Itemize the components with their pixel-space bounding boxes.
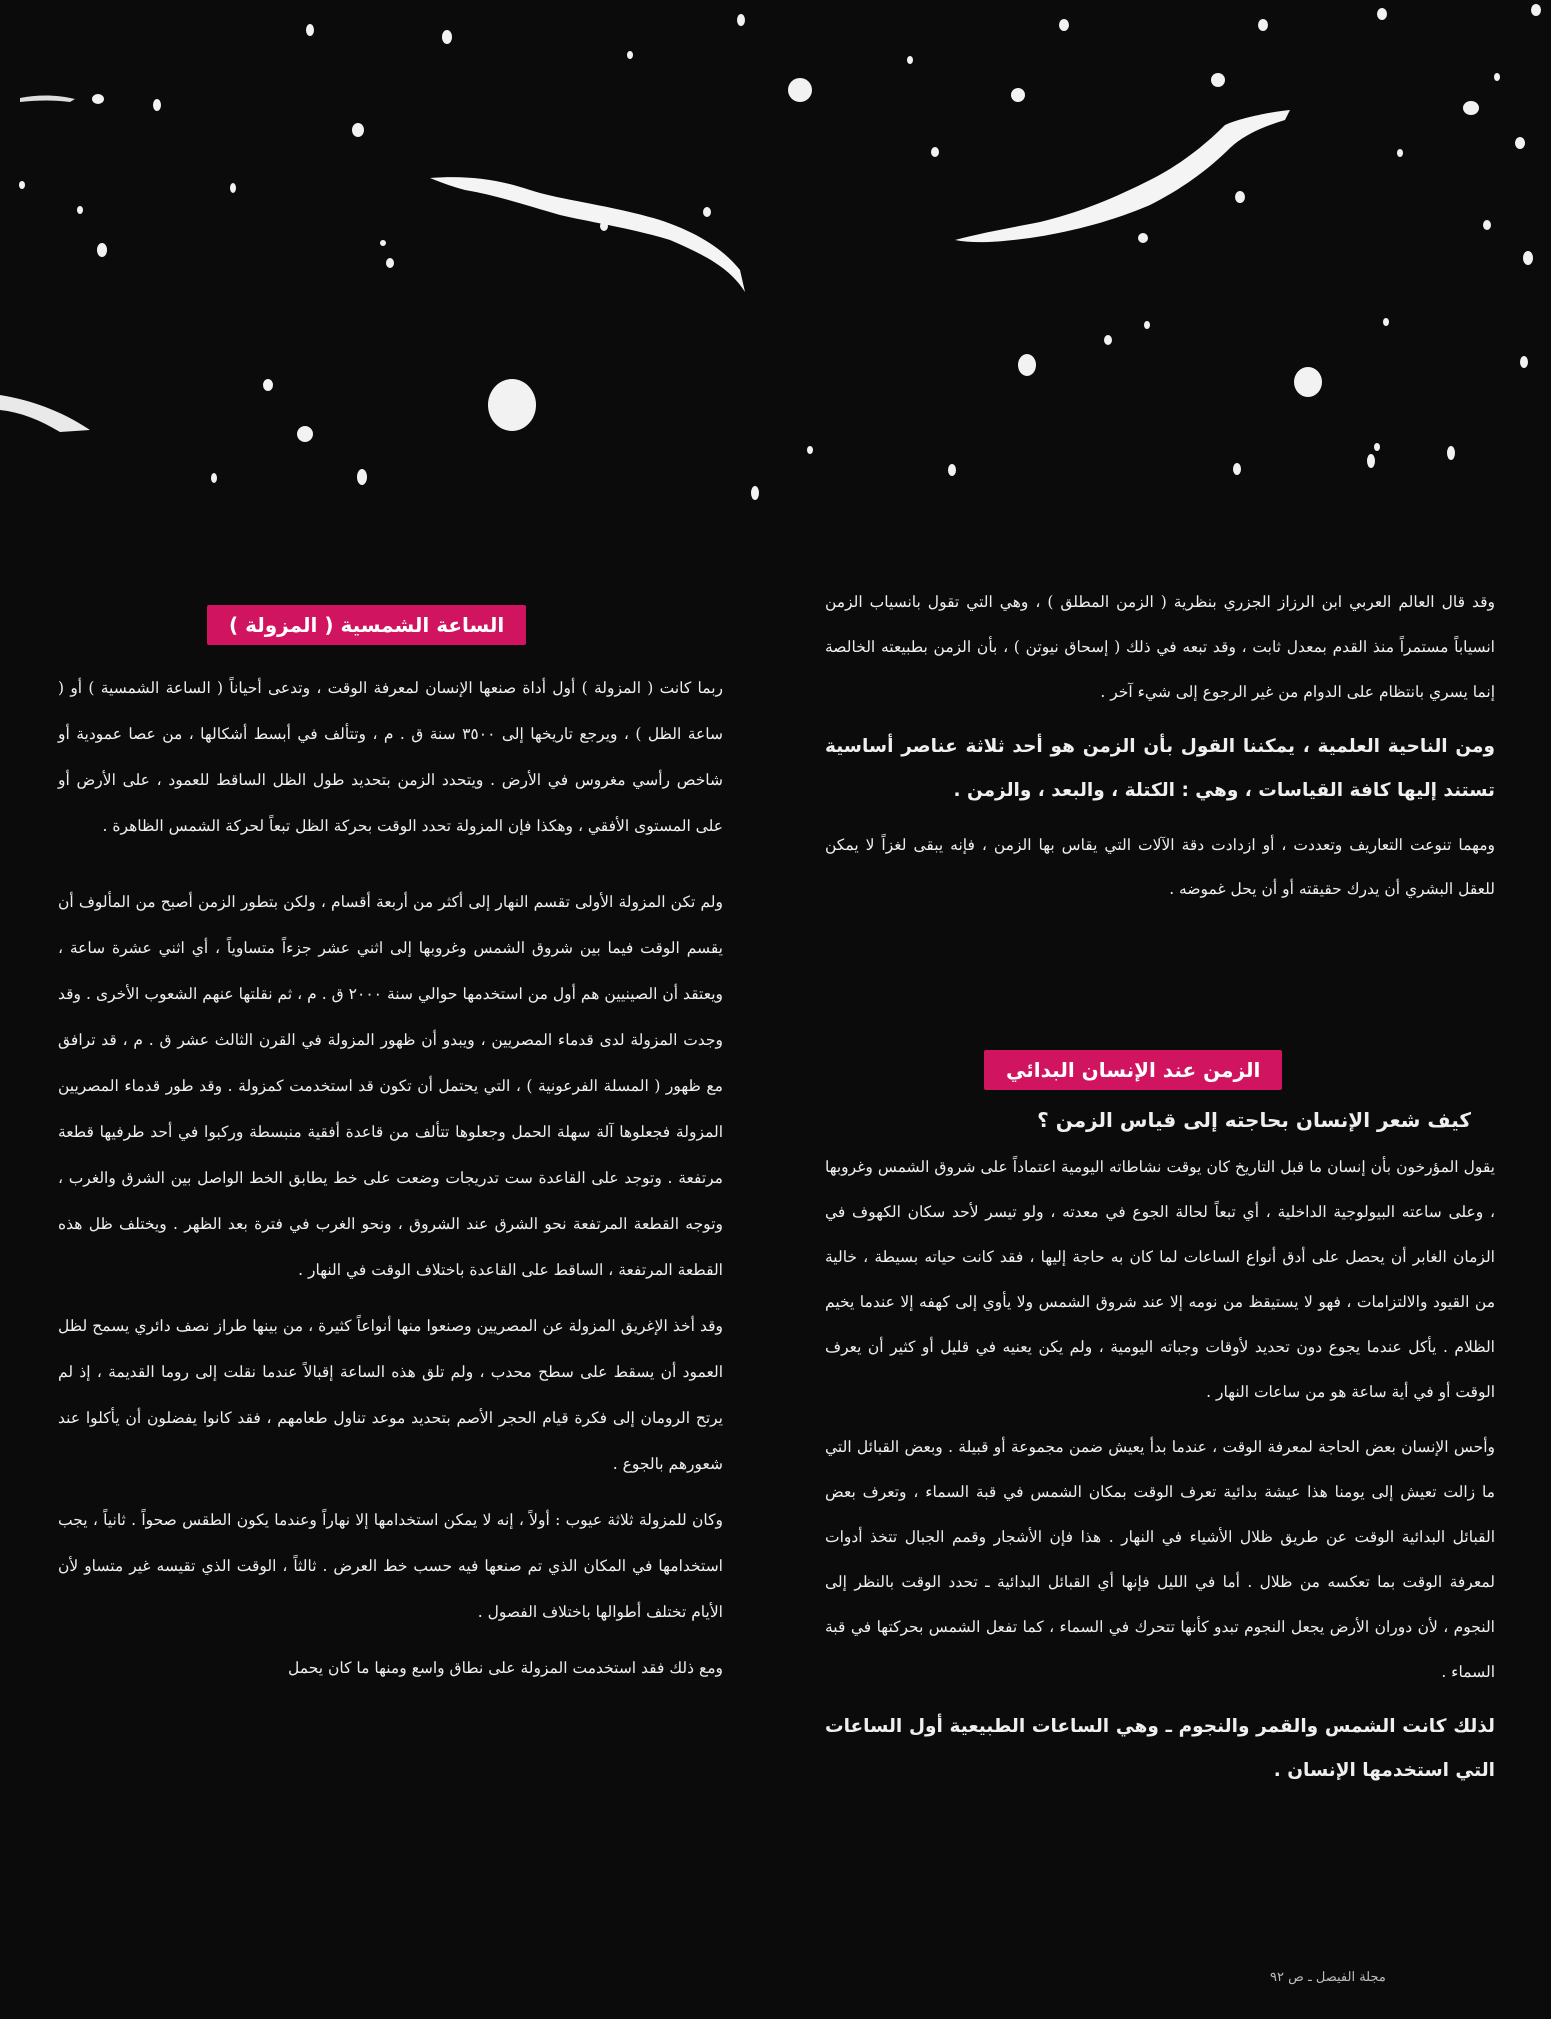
paragraph-prehistoric-man: يقول المؤرخون بأن إنسان ما قبل التاريخ كان يوقت نشاطاته اليومية اعتماداً على شروق الشمس وغروبها ، وعلى ساعته البيولوجية الداخلية ، أي تبعاً لحالة الجوع في معدته ، ولو تيسر لأحد سكان الكهوف في الزمان الغابر أن يحصل على أدق أنواع الساعات لما كان به حاجة إليها ، فقد كانت حياته بسيطة ، خالية من القيود والالتزامات ، فهو لا يستيقظ من نومه إلا عند شروق الشمس ولا يأوي إلى كهفه إلا عندما يخيم الظلام . يأكل عندما يجوع دون تحديد لأوقات وجباته اليومية ، ولم يكن يعنيه في قليل أو كثير أن يعرف الوقت أو في أية ساعة هو من ساعات النهار .: [825, 1158, 1495, 1401]
paragraph-sundial-intro: ربما كانت ( المزولة ) أول أداة صنعها الإنسان لمعرفة الوقت ، وتدعى أحياناً ( الساعة الشمسية ) أو ( ساعة الظل ) ، ويرجع تاريخها إلى ٣٥٠٠ سنة ق . م ، وتتألف في أبسط أشكالها ، من عصا عمودية أو شاخص رأسي مغروس في الأرض . ويتحدد الزمن بتحديد طول الظل الساقط للعمود ، على الأرض أو على المستوى الأفقي ، وهكذا فإن المزولة تحدد الوقت بحركة الظل تبعاً لحركة الشمس الظاهرة .: [58, 679, 723, 835]
paragraph-scientific-view: ومن الناحية العلمية ، يمكننا القول بأن الزمن هو أحد ثلاثة عناصر أساسية تستند إليها كافة القياسات ، وهي : الكتلة ، والبعد ، والزمن .: [825, 736, 1495, 801]
paragraph-sundial-flaws: وكان للمزولة ثلاثة عيوب : أولاً ، إنه لا يمكن استخدامها إلا نهاراً وعندما يكون الطقس صحواً . ثانياً ، يجب استخدامها في المكان الذي تم صنعها فيه حسب خط العرض . ثالثاً ، الوقت الذي تقيسه غير متساو لأن الأيام تختلف أطوالها باختلاف الفصول .: [58, 1511, 723, 1621]
right-column-section-body: [825, 1145, 1495, 1803]
paragraph-sundial-history: ولم تكن المزولة الأولى تقسم النهار إلى أكثر من أربعة أقسام ، ولكن بتطور الزمن أصبح من المألوف أن يقسم الوقت فيما بين شروق الشمس وغروبها إلى اثني عشر جزءاً متساوياً ، أي اثني عشرة ساعة ، ويعتقد أن الصينيين هم أول من استخدمها حوالي سنة ٢٠٠٠ ق . م ، ثم نقلتها عنهم الشعوب الأخرى . وقد وجدت المزولة لدى قدماء المصريين ، ويبدو أن ظهور المزولة في القرن الثالث عشر ق . م ، قد ترافق مع ظهور ( المسلة الفرعونية ) ، التي يحتمل أن تكون قد استخدمت كمزولة . وقد طور قدماء المصريين المزولة فجعلوها آلة سهلة الحمل وجعلوها تتألف من قاعدة أفقية منبسطة وركبوا في أحد طرفيها قطعة مرتفعة . وتوجد على القاعدة ست تدريجات وضعت على خط يطابق الخط الواصل بين الشرق والغرب ، وتوجه القطعة المرتفعة نحو الشرق عند الشروق ، ونحو الغرب في فترة بعد الظهر . ويختلف ظل هذه القطعة المرتفعة ، الساقط على القاعدة باختلاف الوقت في النهار .: [58, 893, 723, 1279]
paragraph-sundial-continued: ومع ذلك فقد استخدمت المزولة على نطاق واسع ومنها ما كان يحمل: [288, 1659, 723, 1677]
paragraph-greeks-romans: وقد أخذ الإغريق المزولة عن المصريين وصنعوا منها أنواعاً كثيرة ، من بينها طراز نصف دائري يسمح لظل العمود أن يسقط على سطح محدب ، ولم تلق هذه الساعة إقبالاً عندما نقلت إلى روما القديمة ، إذ لم يرتح الرومان إلى فكرة قيام الحجر الأصم بتحديد موعد تناول طعامهم ، فقد كانوا يفضلون أن يأكلوا عند شعورهم بالجوع .: [58, 1317, 724, 1473]
paragraph-absolute-time: وقد قال العالم العربي ابن الرزاز الجزري بنظرية ( الزمن المطلق ) ، وهي التي تقول بانسياب الزمن انسياباً مستمراً منذ القدم بمعدل ثابت ، وقد تبعه في ذلك ( إسحاق نيوتن ) ، بأن الزمن بطبيعته الخالصة إنما يسري بانتظام على الدوام من غير الرجوع إلى شيء آخر .: [825, 593, 1495, 701]
right-column-intro: [825, 580, 1495, 921]
section-subtitle-question: كيف شعر الإنسان بحاجته إلى قياس الزمن ؟: [1037, 1108, 1471, 1132]
paragraph-tribes-time: وأحس الإنسان بعض الحاجة لمعرفة الوقت ، عندما بدأ يعيش ضمن مجموعة أو قبيلة . وبعض القبائل التي ما زالت تعيش إلى يومنا هذا عيشة بدائية تعرف الوقت بمكان الشمس في قبة السماء ، وتعرف بعض القبائل البدائية الوقت عن طريق ظلال الأشياء في النهار . هذا فإن الأشجار وقمم الجبال تتخذ أدوات لمعرفة الوقت بما تعكسه من ظلال . أما في الليل فإنها أي القبائل البدائية ـ تحدد الوقت بالنظر إلى النجوم ، لأن دوران الأرض يجعل النجوم تبدو كأنها تتحرك في السماء ، كما تفعل الشمس بحركتها في قبة السماء .: [825, 1438, 1495, 1681]
starry-sky-illustration: [0, 0, 1551, 580]
page-footer: مجلة الفيصل ـ ص ٩٢: [1270, 1970, 1386, 1985]
section-title-primitive-man: الزمن عند الإنسان البدائي: [984, 1050, 1282, 1090]
section-title-sundial: الساعة الشمسية ( المزولة ): [207, 605, 526, 645]
paragraph-natural-clocks: لذلك كانت الشمس والقمر والنجوم ـ وهي الساعات الطبيعية أول الساعات التي استخدمها الإنسان .: [825, 1716, 1495, 1781]
paragraph-time-mystery: ومهما تنوعت التعاريف وتعددت ، أو ازدادت دقة الآلات التي يقاس بها الزمن ، فإنه يبقى لغزاً لا يمكن للعقل البشري أن يدرك حقيقته أو أن يحل غموضه .: [825, 836, 1495, 898]
left-column-body: [58, 665, 723, 1701]
